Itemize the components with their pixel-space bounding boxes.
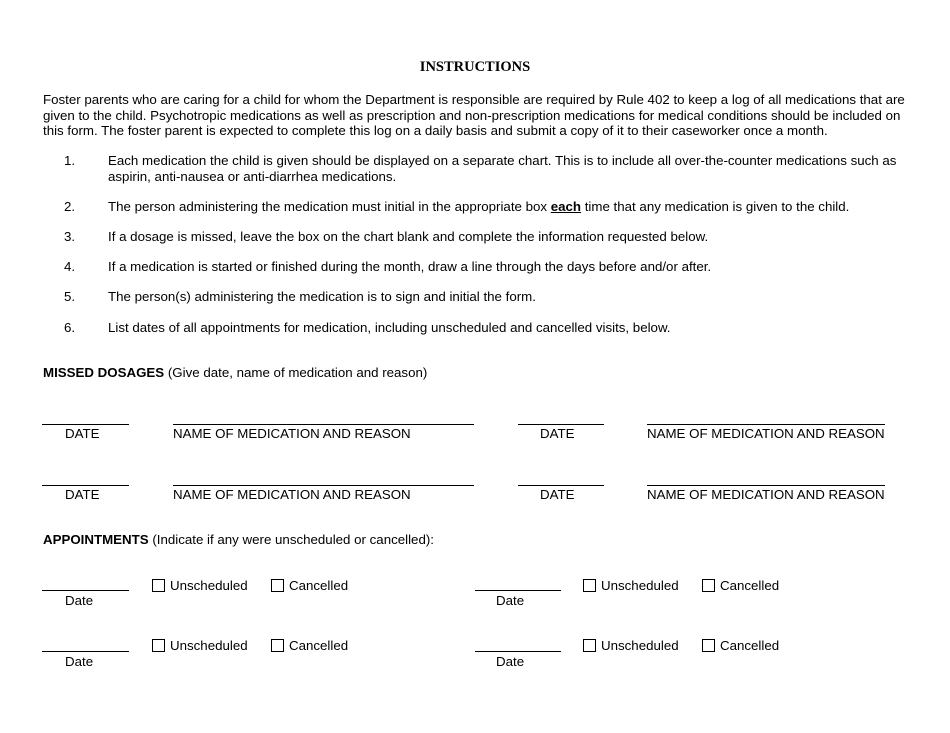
missed-name-label: NAME OF MEDICATION AND REASON <box>173 426 411 441</box>
appointments-note: (Indicate if any were unscheduled or cancelled): <box>148 532 434 547</box>
checkbox-box[interactable] <box>702 579 715 592</box>
page-title: INSTRUCTIONS <box>419 59 531 75</box>
intro-paragraph: Foster parents who are caring for a child for whom the Department is responsible are required by Rule 402 to keep a log of all medications that are given to the child. Psychotropic medications as well as prescription and non-prescription medications for medical conditions should be included on this form. The foster parent is expected to complete this log on a daily basis and submit a copy of it to their caseworker once a month. <box>43 92 905 138</box>
item-text-after: time that any medication is given to the child. <box>581 199 850 214</box>
cancelled-label: Cancelled <box>289 578 349 593</box>
missed-name-label: NAME OF MEDICATION AND REASON <box>647 487 885 502</box>
item-number: 4. <box>64 259 76 274</box>
missed-name-line[interactable] <box>173 424 474 425</box>
cancelled-label: Cancelled <box>720 638 780 653</box>
unscheduled-label: Unscheduled <box>601 578 679 593</box>
checkbox-box[interactable] <box>702 639 715 652</box>
cancelled-checkbox[interactable] <box>702 578 779 593</box>
appointments-heading <box>43 532 434 547</box>
item-text: If a medication is started or finished during the month, draw a line through the days before and/or after. <box>108 259 712 274</box>
unscheduled-label: Unscheduled <box>170 638 248 653</box>
missed-date-label: DATE <box>540 426 575 441</box>
missed-name-line[interactable] <box>647 424 885 425</box>
missed-name-label: NAME OF MEDICATION AND REASON <box>173 487 411 502</box>
item-text-before: The person administering the medication must initial in the appropriate box <box>108 199 551 214</box>
cancelled-label: Cancelled <box>720 578 780 593</box>
appointment-date-line[interactable] <box>475 651 561 652</box>
appointment-date-line[interactable] <box>475 590 561 591</box>
item-emphasis: each <box>550 199 582 214</box>
cancelled-checkbox[interactable] <box>271 578 348 593</box>
unscheduled-checkbox[interactable] <box>152 638 248 653</box>
unscheduled-checkbox[interactable] <box>583 578 679 593</box>
missed-dosages-heading <box>43 365 427 380</box>
item-text <box>108 199 908 215</box>
unscheduled-checkbox[interactable] <box>583 638 679 653</box>
item-number: 6. <box>64 320 76 335</box>
checkbox-box[interactable] <box>271 639 284 652</box>
missed-date-label: DATE <box>65 487 100 502</box>
appointment-date-label: Date <box>65 654 94 669</box>
cancelled-checkbox[interactable] <box>702 638 779 653</box>
missed-name-line[interactable] <box>647 485 885 486</box>
item-text: If a dosage is missed, leave the box on the chart blank and complete the information requested below. <box>108 229 709 244</box>
item-number: 5. <box>64 289 76 304</box>
appointment-date-line[interactable] <box>42 651 129 652</box>
missed-date-line[interactable] <box>518 424 604 425</box>
missed-date-label: DATE <box>65 426 100 441</box>
missed-dosages-title: MISSED DOSAGES <box>43 365 165 380</box>
checkbox-box[interactable] <box>583 639 596 652</box>
appointments-title: APPOINTMENTS <box>43 532 149 547</box>
unscheduled-label: Unscheduled <box>170 578 248 593</box>
appointment-date-line[interactable] <box>42 590 129 591</box>
checkbox-box[interactable] <box>583 579 596 592</box>
item-number: 2. <box>64 199 76 214</box>
appointment-date-label: Date <box>65 593 94 608</box>
unscheduled-checkbox[interactable] <box>152 578 248 593</box>
missed-date-label: DATE <box>540 487 575 502</box>
cancelled-label: Cancelled <box>289 638 349 653</box>
checkbox-box[interactable] <box>152 579 165 592</box>
missed-name-label: NAME OF MEDICATION AND REASON <box>647 426 885 441</box>
item-number: 3. <box>64 229 76 244</box>
item-text: Each medication the child is given should be displayed on a separate chart. This is to include all over-the-counter medications such as aspirin, anti-nausea or anti-diarrhea medications. <box>108 153 897 184</box>
missed-dosages-note: (Give date, name of medication and reason) <box>164 365 428 380</box>
cancelled-checkbox[interactable] <box>271 638 348 653</box>
item-text: The person(s) administering the medication is to sign and initial the form. <box>108 289 536 304</box>
appointment-date-label: Date <box>496 654 525 669</box>
item-number: 1. <box>64 153 76 168</box>
unscheduled-label: Unscheduled <box>601 638 679 653</box>
checkbox-box[interactable] <box>152 639 165 652</box>
missed-date-line[interactable] <box>42 485 129 486</box>
checkbox-box[interactable] <box>271 579 284 592</box>
missed-date-line[interactable] <box>518 485 604 486</box>
item-text: List dates of all appointments for medication, including unscheduled and cancelled visits, below. <box>108 320 671 335</box>
missed-date-line[interactable] <box>42 424 129 425</box>
missed-name-line[interactable] <box>173 485 474 486</box>
appointment-date-label: Date <box>496 593 525 608</box>
